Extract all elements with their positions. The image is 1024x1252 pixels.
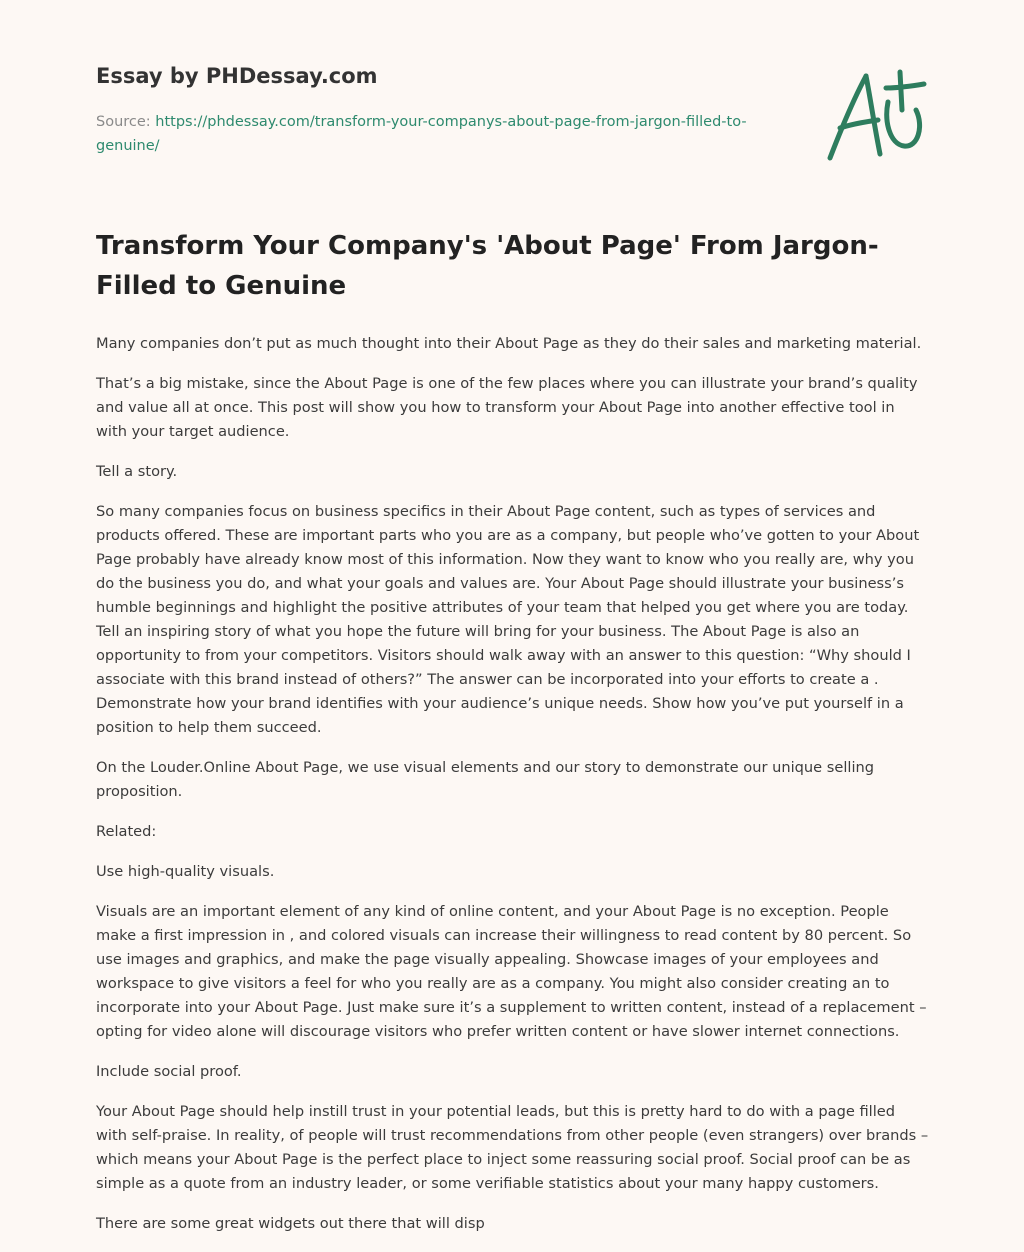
article-title: Transform Your Company's 'About Page' From Jargon-Filled to Genuine [96, 231, 879, 301]
site-brand: Essay by PHDessay.com [96, 64, 378, 88]
article-paragraph: Include social proof. [96, 1063, 242, 1080]
page-header [96, 60, 776, 158]
article-paragraph: On the Louder.Online About Page, we use visual elements and our story to demonstrate our unique selling proposition. [96, 759, 875, 800]
article [96, 226, 930, 1252]
source-line [96, 110, 776, 158]
article-paragraph: That’s a big mistake, since the About Page is one of the few places where you can illustrate your brand’s quality and value all at once. This post will show you how to transform your About Page into another effective tool in with your target audience. [96, 375, 918, 440]
article-paragraph: So many companies focus on business specifics in their About Page content, such as types of services and products offered. These are important parts who you are as a company, but people who’ve gotten to your About Page probably have already know most of this information. Now they want to know who you really are, why you do the business you do, and what your goals and values are. Your About Page should illustrate your business’s humble beginnings and highlight the positive attributes of your team that helped you get where you are today. Tell an inspiring story of what you hope the future will bring for your business. The About Page is also an opportunity to from your competitors. Visitors should walk away with an answer to this question: “Why should I associate with this brand instead of others?” The answer can be incorporated into your efforts to create a . Demonstrate how your brand identifies with your audience’s unique needs. Show how you’ve put yourself in a position to help them succeed. [96, 503, 920, 736]
article-paragraph: Your About Page should help instill trust in your potential leads, but this is pretty hard to do with a page filled with self-praise. In reality, of people will trust recommendations from other people (even strangers) over brands – which means your About Page is the perfect place to inject some reassuring social proof. Social proof can be as simple as a quote from an industry leader, or some verifiable statistics about your many happy customers. [96, 1103, 929, 1192]
source-label: Source: [96, 114, 156, 130]
article-paragraph: There are some great widgets out there that will disp [96, 1215, 485, 1232]
article-paragraph: Use high-quality visuals. [96, 863, 275, 880]
article-paragraph: Many companies don’t put as much thought into their About Page as they do their sales and marketing material. [96, 335, 922, 352]
article-paragraph: Related: [96, 823, 157, 840]
a-plus-logo-icon [818, 62, 928, 172]
source-link[interactable]: https://phdessay.com/transform-your-companys-about-page-from-jargon-filled-to-genuine/ [96, 114, 747, 154]
article-paragraph: Visuals are an important element of any kind of online content, and your About Page is no exception. People make a first impression in , and colored visuals can increase their willingness to read content by 80 percent. So use images and graphics, and make the page visually appealing. Showcase images of your employees and workspace to give visitors a feel for who you really are as a company. You might also consider creating an to incorporate into your About Page. Just make sure it’s a supplement to written content, instead of a replacement – opting for video alone will discourage visitors who prefer written content or have slower internet connections. [96, 903, 927, 1040]
article-paragraph: Tell a story. [96, 463, 178, 480]
